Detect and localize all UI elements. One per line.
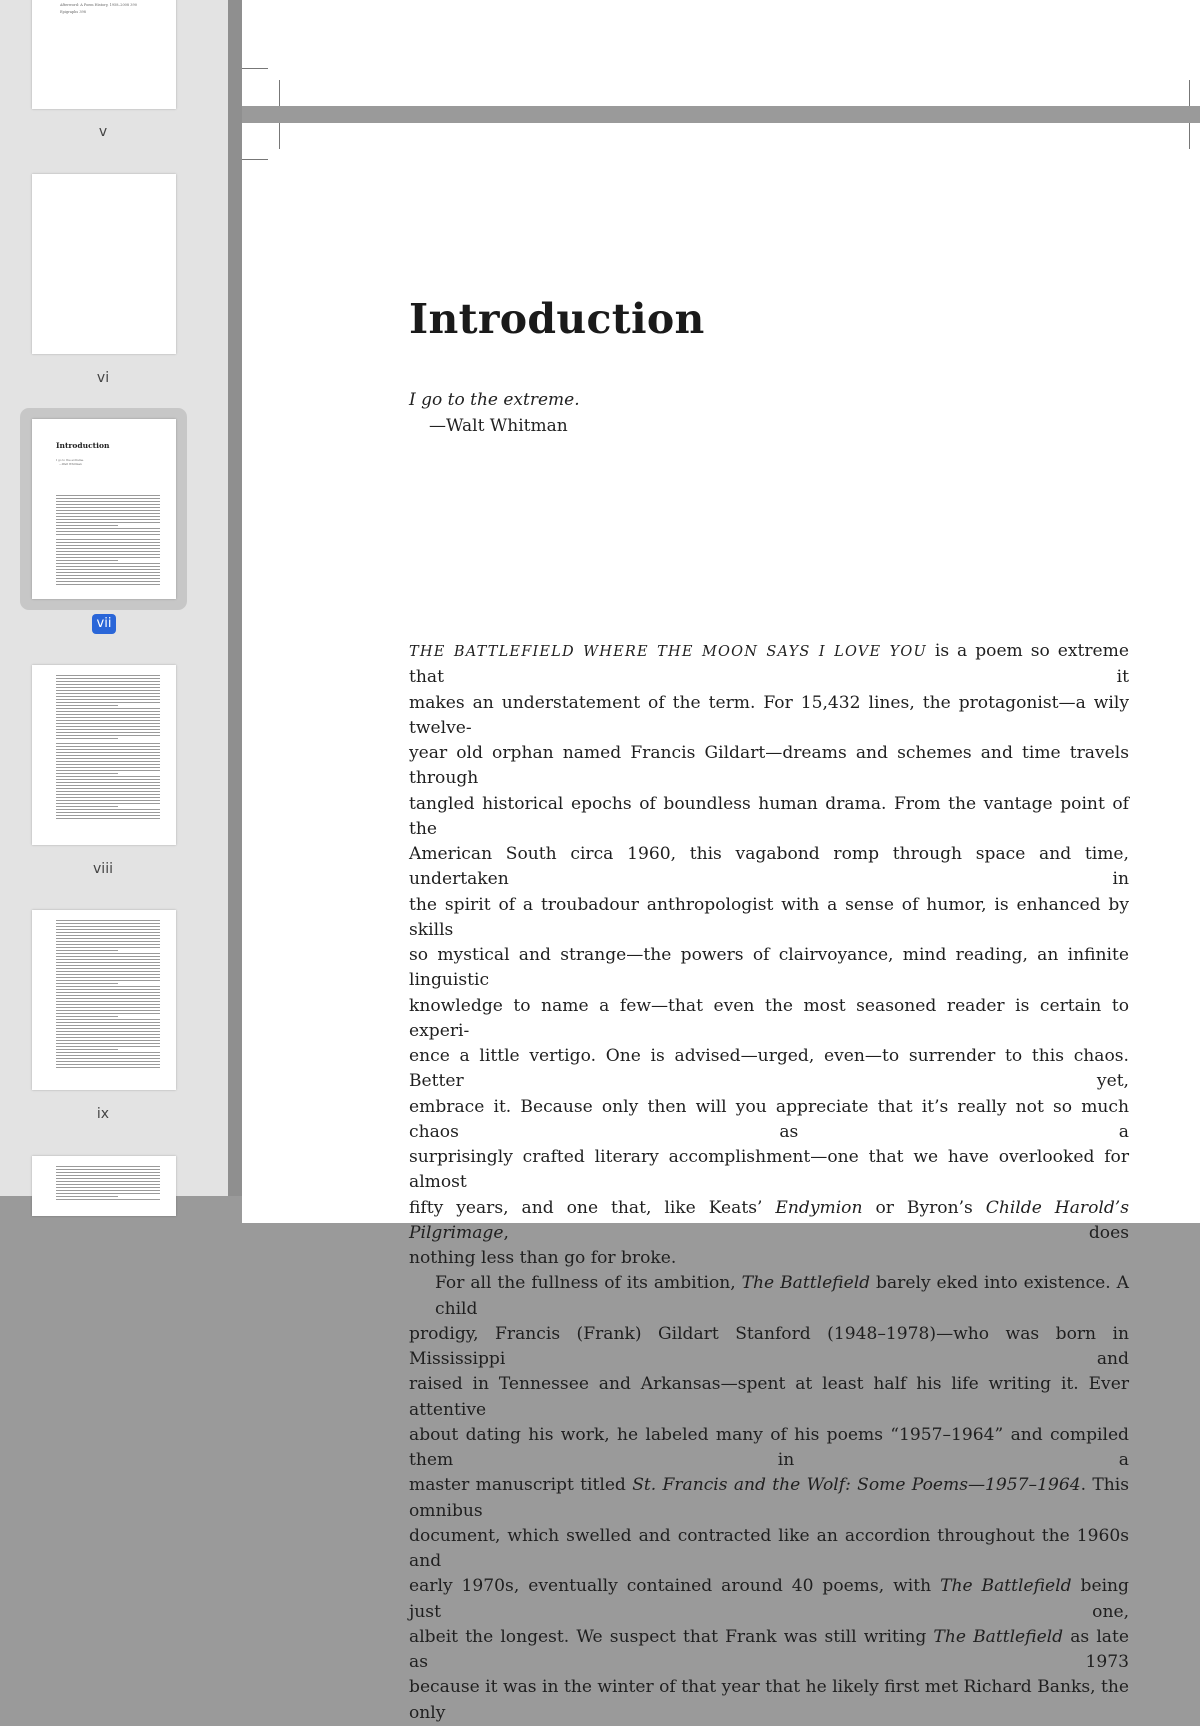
page-label-v: v: [98, 124, 108, 140]
thumb-line: [56, 1061, 160, 1062]
thumb-line: [56, 1004, 160, 1005]
thumb-line: [56, 947, 160, 948]
thumb-line: [56, 723, 160, 724]
thumb-line: [56, 1028, 160, 1029]
thumb-line: [56, 581, 160, 582]
page-label-vii: vii: [92, 614, 116, 634]
thumb-line: [56, 767, 160, 768]
thumb-line: [56, 1016, 118, 1017]
epigraph-attribution: —Walt Whitman: [429, 416, 568, 436]
thumb-line: [56, 998, 160, 999]
thumb-line: [56, 779, 160, 780]
thumb-line: [56, 1166, 160, 1167]
thumb-line: [56, 578, 160, 579]
text-line: nothing less than go for broke.: [409, 1248, 677, 1268]
thumb-line: [56, 980, 160, 981]
thumb-line: [56, 735, 160, 736]
thumb-text-lines: [56, 920, 160, 1070]
thumb-line: [56, 717, 160, 718]
text-line: knowledge to name a few—that even the most seasoned reader is certain to experi-: [409, 995, 1129, 1041]
thumb-line: [56, 575, 160, 576]
thumb-line: [56, 785, 160, 786]
thumb-line: [56, 941, 160, 942]
text-line: ence a little vertigo. One is advised—urged, even—to surrender to this chaos. Better yet,: [409, 1046, 1129, 1092]
thumbnail-sidebar[interactable]: [0, 0, 228, 1196]
text-line: the spirit of a troubadour anthropologist with a sense of humor, is enhanced by skills: [409, 894, 1129, 940]
thumb-line: [56, 770, 160, 771]
thumb-line: [56, 764, 160, 765]
epigraph-quote: I go to the extreme.: [409, 390, 580, 410]
thumb-line: [56, 797, 160, 798]
thumb-line: [56, 498, 160, 499]
thumb-line: [56, 528, 160, 529]
page-thumbnail-vi[interactable]: [32, 174, 176, 354]
thumb-line: [56, 1172, 160, 1173]
thumb-line: [56, 726, 160, 727]
thumb-line: [56, 959, 160, 960]
thumb-line: [56, 746, 160, 747]
thumb-line: [56, 812, 160, 813]
text-line: embrace it. Because only then will you appreciate that it’s really not so much chaos as a: [409, 1096, 1129, 1142]
text-line: prodigy, Francis (Frank) Gildart Stanford (1948–1978)—who was born in Mississippi and: [409, 1323, 1129, 1369]
thumb-line: [56, 1037, 160, 1038]
thumb-line: [56, 531, 160, 532]
thumb-line: [56, 684, 160, 685]
thumb-toc-line: Afterword: A Poem History, 1958–2008 390: [60, 3, 137, 7]
thumb-line: [56, 1007, 160, 1008]
paragraph-1: [409, 639, 1129, 1271]
thumb-line: [56, 1046, 160, 1047]
text-line: year old orphan named Francis Gildart—dreams and schemes and time travels through: [409, 743, 1129, 789]
thumb-line: [56, 678, 160, 679]
thumb-line: [56, 539, 160, 540]
thumb-line: [56, 566, 160, 567]
thumb-line: [56, 584, 160, 585]
thumb-line: [56, 693, 160, 694]
thumb-line: [56, 729, 160, 730]
thumb-line: [56, 806, 118, 807]
thumb-line: [56, 554, 160, 555]
text-line: makes an understatement of the term. For 15,432 lines, the protagonist—a wily twelve-: [409, 692, 1129, 738]
thumb-line: [56, 1193, 160, 1194]
text-line: so mystical and strange—the powers of clairvoyance, mind reading, an infinite linguistic: [409, 945, 1129, 991]
thumb-line: [56, 1199, 160, 1200]
thumb-line: [56, 1184, 160, 1185]
thumb-line: [56, 986, 160, 987]
thumb-line: [56, 1052, 160, 1053]
thumb-line: [56, 501, 160, 502]
text-line: early 1970s, eventually contained around 40 poems, with The Battlefield being just one,: [409, 1576, 1129, 1622]
thumb-line: [56, 1025, 160, 1026]
thumb-line: [56, 815, 160, 816]
thumb-line: [56, 1013, 160, 1014]
thumb-line: [56, 782, 160, 783]
thumb-line: [56, 708, 160, 709]
thumb-line: [56, 507, 160, 508]
thumb-line: [56, 711, 160, 712]
thumb-line: [56, 926, 160, 927]
thumb-line: [56, 761, 160, 762]
text-line: For all the fullness of its ambition, The Battlefield barely eked into existence. A child: [435, 1273, 1129, 1319]
thumb-line: [56, 1175, 160, 1176]
thumb-line: [56, 965, 160, 966]
thumb-line: [56, 563, 160, 564]
thumb-epigraph: I go to the extreme.: [56, 458, 85, 462]
thumb-line: [56, 923, 160, 924]
thumb-line: [56, 818, 160, 819]
thumb-line: [56, 702, 160, 703]
thumb-line: [56, 791, 160, 792]
thumb-line: [56, 504, 160, 505]
thumb-line: [56, 758, 160, 759]
thumb-line: [56, 755, 160, 756]
thumb-line: [56, 560, 118, 561]
thumb-line: [56, 1019, 160, 1020]
thumb-line: [56, 1040, 160, 1041]
thumb-line: [56, 545, 160, 546]
thumb-line: [56, 522, 160, 523]
thumb-toc-line: Epigraphs 398: [60, 10, 86, 14]
thumb-text-lines: [56, 675, 160, 821]
thumb-line: [56, 1064, 160, 1065]
thumb-line: [56, 519, 160, 520]
document-view[interactable]: [242, 0, 1200, 1723]
thumb-line: [56, 696, 160, 697]
page-thumbnail-x[interactable]: [32, 1156, 176, 1216]
thumb-line: [56, 516, 160, 517]
thumb-line: [56, 956, 160, 957]
thumb-line: [56, 1022, 160, 1023]
text-line: American South circa 1960, this vagabond romp through space and time, undertaken in: [409, 844, 1129, 890]
page-label-ix: ix: [96, 1106, 110, 1122]
thumb-line: [56, 675, 160, 676]
thumb-line: [56, 738, 118, 739]
thumb-text-lines: [56, 1166, 160, 1202]
crop-mark: [1189, 80, 1190, 106]
thumb-line: [56, 1058, 160, 1059]
thumb-line: [56, 1001, 160, 1002]
thumb-line: [56, 1031, 160, 1032]
thumb-line: [56, 977, 160, 978]
thumb-line: [56, 525, 118, 526]
thumb-line: [56, 557, 160, 558]
thumb-line: [56, 699, 160, 700]
thumb-line: [56, 776, 160, 777]
thumb-line: [56, 1043, 160, 1044]
thumb-line: [56, 743, 160, 744]
thumb-line: [56, 752, 160, 753]
text-line: surprisingly crafted literary accomplishment—one that we have overlooked for almost: [409, 1147, 1129, 1193]
text-line: fifty years, and one that, like Keats’ Endymion or Byron’s Childe Harold’s Pilgrimage, does: [409, 1197, 1129, 1243]
thumb-line: [56, 920, 160, 921]
page-thumbnail-ix[interactable]: [32, 910, 176, 1090]
thumb-line: [56, 1190, 160, 1191]
thumb-line: [56, 788, 160, 789]
thumb-line: [56, 938, 160, 939]
text-line: tangled historical epochs of boundless human drama. From the vantage point of the: [409, 793, 1129, 839]
thumb-line: [56, 749, 160, 750]
text-line: master manuscript titled St. Francis and the Wolf: Some Poems—1957–1964. This omnibus: [409, 1475, 1129, 1521]
thumb-line: [56, 681, 160, 682]
thumb-line: [56, 690, 160, 691]
thumb-line: [56, 929, 160, 930]
thumb-line: [56, 944, 160, 945]
crop-mark: [279, 123, 280, 149]
text-line: THE BATTLEFIELD WHERE THE MOON SAYS I LOVE YOU is a poem so extreme that it: [409, 641, 1129, 688]
current-page: [242, 123, 1200, 1723]
text-line: because it was in the winter of that year that he likely first met Richard Banks, the only: [409, 1677, 1129, 1723]
thumb-line: [56, 551, 160, 552]
thumb-line: [56, 974, 160, 975]
thumb-line: [56, 1049, 118, 1050]
thumb-line: [56, 534, 160, 535]
thumb-line: [56, 1178, 160, 1179]
sidebar-divider[interactable]: [228, 0, 242, 1196]
text-line: about dating his work, he labeled many of his poems “1957–1964” and compiled them in a: [409, 1424, 1129, 1470]
text-line: albeit the longest. We suspect that Frank was still writing The Battlefield as late as 1973: [409, 1626, 1129, 1672]
thumb-line: [56, 992, 160, 993]
thumb-line: [56, 995, 160, 996]
epigraph: [409, 387, 580, 439]
page-label-vi: vi: [96, 370, 110, 386]
thumb-line: [56, 968, 160, 969]
thumb-line: [56, 935, 160, 936]
thumb-line: [56, 983, 118, 984]
thumb-line: [56, 1034, 160, 1035]
thumb-line: [56, 773, 118, 774]
paragraph-2: [409, 1271, 1129, 1726]
thumb-line: [56, 1196, 118, 1197]
thumb-text-lines: [56, 495, 160, 587]
thumb-line: [56, 794, 160, 795]
thumb-line: [56, 714, 160, 715]
crop-mark: [1189, 123, 1190, 149]
thumb-line: [56, 950, 118, 951]
thumb-line: [56, 720, 160, 721]
body-text: [409, 639, 1129, 1726]
page-thumbnail-v[interactable]: [32, 0, 176, 109]
previous-page: [242, 0, 1200, 106]
page-title: Introduction: [409, 295, 705, 343]
thumb-line: [56, 1067, 160, 1068]
thumb-line: [56, 542, 160, 543]
thumb-line: [56, 732, 160, 733]
thumb-epigraph: —Walt Whitman: [59, 462, 82, 466]
thumb-line: [56, 809, 160, 810]
thumb-line: [56, 548, 160, 549]
thumb-line: [56, 705, 118, 706]
crop-mark: [242, 159, 268, 160]
thumb-line: [56, 495, 160, 496]
page-label-viii: viii: [93, 861, 113, 877]
text-line: raised in Tennessee and Arkansas—spent at least half his life writing it. Ever attentive: [409, 1374, 1129, 1420]
thumb-line: [56, 1010, 160, 1011]
thumb-line: [56, 569, 160, 570]
thumb-line: [56, 1187, 160, 1188]
thumb-line: [56, 971, 160, 972]
thumb-line: [56, 1169, 160, 1170]
thumb-line: [56, 953, 160, 954]
crop-mark: [279, 80, 280, 106]
thumb-line: [56, 513, 160, 514]
thumb-line: [56, 932, 160, 933]
thumb-line: [56, 800, 160, 801]
thumb-line: [56, 510, 160, 511]
thumb-line: [56, 1055, 160, 1056]
text-line: document, which swelled and contracted like an accordion throughout the 1960s and: [409, 1525, 1129, 1571]
thumb-line: [56, 803, 160, 804]
thumb-line: [56, 687, 160, 688]
page-thumbnail-viii[interactable]: [32, 665, 176, 845]
thumb-title: Introduction: [56, 441, 110, 450]
page-thumbnail-vii[interactable]: [32, 419, 176, 599]
thumb-line: [56, 962, 160, 963]
thumb-line: [56, 572, 160, 573]
crop-mark: [242, 68, 268, 69]
thumb-line: [56, 1181, 160, 1182]
thumb-line: [56, 989, 160, 990]
